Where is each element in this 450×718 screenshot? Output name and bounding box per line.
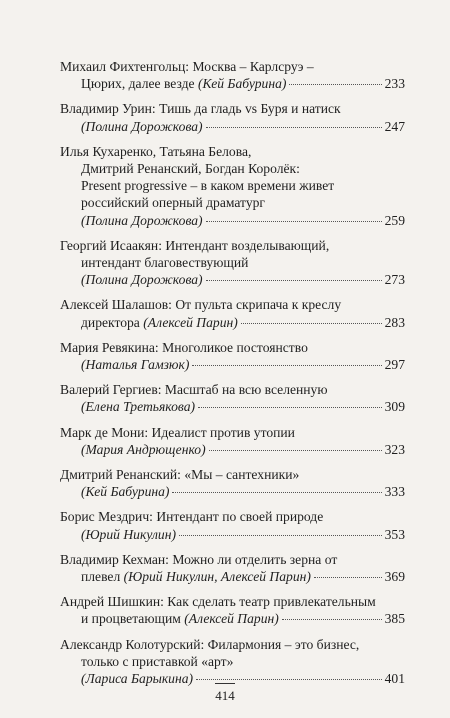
entry-page-number: 247 bbox=[384, 118, 405, 134]
dot-leader bbox=[289, 84, 381, 85]
dot-leader bbox=[192, 365, 381, 366]
entry-final-line-text bbox=[81, 398, 195, 415]
entry-title-line: Илья Кухаренко, Татьяна Белова, bbox=[60, 143, 252, 159]
entry-author: (Мария Андрющенко) bbox=[81, 441, 206, 457]
dot-leader bbox=[206, 127, 382, 128]
entry-title-line: Георгий Исаакян: Интендант возделывающий, bbox=[60, 237, 330, 253]
entry-page-number: 259 bbox=[384, 212, 405, 228]
entry-title-line: российский оперный драматург bbox=[81, 195, 265, 211]
entry-final-line bbox=[60, 526, 405, 543]
entry-final-line-text bbox=[81, 118, 203, 135]
entry-final-line bbox=[60, 356, 405, 373]
dot-leader bbox=[206, 221, 382, 222]
entry-final-line-text bbox=[81, 568, 311, 585]
toc-entry[interactable] bbox=[60, 508, 405, 542]
entry-final-line-text bbox=[81, 441, 206, 458]
toc-entry[interactable] bbox=[60, 551, 405, 585]
dot-leader bbox=[198, 407, 382, 408]
entry-final-line bbox=[60, 568, 405, 585]
entry-title-tail: Цюрих, далее везде bbox=[81, 76, 195, 92]
entry-title-line: Михаил Фихтенгольц: Москва – Карлсруэ – bbox=[60, 59, 314, 74]
entry-page-number: 369 bbox=[384, 569, 405, 585]
entry-final-line bbox=[60, 271, 405, 288]
entry-author: (Полина Дорожкова) bbox=[81, 272, 203, 288]
dot-leader bbox=[196, 679, 382, 680]
entry-final-line-text bbox=[81, 356, 189, 373]
entry-page-number: 309 bbox=[384, 399, 405, 415]
entry-final-line bbox=[60, 483, 405, 500]
entry-page-number: 283 bbox=[384, 314, 405, 330]
footer-rule bbox=[215, 683, 235, 684]
entry-title-tail: плевел bbox=[81, 569, 121, 585]
toc-entry[interactable] bbox=[60, 593, 405, 627]
entry-title-line: Владимир Урин: Тишь да гладь vs Буря и натиск bbox=[60, 101, 341, 117]
entry-final-line-text bbox=[81, 610, 279, 627]
entry-final-line bbox=[60, 314, 405, 331]
entry-title-line: Борис Мездрич: Интендант по своей природе bbox=[60, 509, 324, 525]
entry-page-number: 333 bbox=[384, 484, 405, 500]
dot-leader bbox=[282, 619, 382, 620]
entry-author: (Наталья Гамзюк) bbox=[81, 357, 190, 373]
entry-author: (Юрий Никулин) bbox=[81, 526, 176, 542]
entry-final-line bbox=[60, 212, 405, 229]
entry-author: (Кей Бабурина) bbox=[197, 76, 287, 92]
toc-entry[interactable] bbox=[60, 466, 405, 500]
entry-final-line-text bbox=[81, 483, 169, 500]
entry-title-line: Дмитрий Ренанский, Богдан Королёк: bbox=[81, 161, 300, 177]
entry-author: (Алексей Парин) bbox=[143, 314, 238, 330]
dot-leader bbox=[241, 323, 382, 324]
entry-final-line bbox=[60, 610, 405, 627]
entry-page-number: 297 bbox=[384, 357, 405, 373]
toc-entry[interactable] bbox=[60, 636, 405, 688]
entry-page-number: 385 bbox=[384, 611, 405, 627]
dot-leader bbox=[314, 577, 382, 578]
entry-author: (Юрий Никулин, Алексей Парин) bbox=[123, 569, 311, 585]
dot-leader bbox=[179, 535, 382, 536]
dot-leader bbox=[206, 280, 382, 281]
entry-title-line: Мария Ревякина: Многоликое постоянство bbox=[60, 339, 308, 355]
entry-author: (Елена Третьякова) bbox=[81, 399, 196, 415]
entry-title-line: Дмитрий Ренанский: «Мы – сантехники» bbox=[60, 467, 300, 483]
entry-final-line-text bbox=[81, 212, 203, 229]
table-of-contents bbox=[60, 58, 405, 695]
entry-title-line: Владимир Кехман: Можно ли отделить зерна от bbox=[60, 551, 338, 567]
toc-entry[interactable] bbox=[60, 381, 405, 415]
toc-entry[interactable] bbox=[60, 296, 405, 330]
entry-title-line: Алексей Шалашов: От пульта скрипача к креслу bbox=[60, 297, 342, 313]
entry-page-number: 401 bbox=[384, 671, 405, 687]
toc-entry[interactable] bbox=[60, 237, 405, 289]
entry-title-tail: директора bbox=[81, 314, 140, 330]
entry-author: (Алексей Парин) bbox=[184, 611, 279, 627]
entry-page-number: 353 bbox=[384, 526, 405, 542]
page-footer bbox=[0, 683, 450, 704]
entry-title-line: Марк де Мони: Идеалист против утопии bbox=[60, 424, 295, 440]
entry-page-number: 273 bbox=[384, 272, 405, 288]
entry-final-line bbox=[60, 441, 405, 458]
entry-author: (Лариса Барыкина) bbox=[81, 671, 194, 687]
entry-final-line-text bbox=[81, 75, 286, 92]
toc-entry[interactable] bbox=[60, 424, 405, 458]
entry-author: (Полина Дорожкова) bbox=[81, 212, 203, 228]
entry-author: (Кей Бабурина) bbox=[81, 484, 170, 500]
entry-final-line-text bbox=[81, 314, 238, 331]
dot-leader bbox=[209, 450, 382, 451]
entry-final-line bbox=[60, 118, 405, 135]
entry-page-number: 323 bbox=[384, 441, 405, 457]
entry-final-line bbox=[60, 398, 405, 415]
entry-final-line-text bbox=[81, 526, 176, 543]
entry-title-line: Андрей Шишкин: Как сделать театр привлекательным bbox=[60, 594, 376, 610]
entry-author: (Полина Дорожкова) bbox=[81, 118, 203, 134]
entry-title-line: интендант благовествующий bbox=[81, 255, 249, 271]
entry-final-line bbox=[60, 75, 405, 92]
toc-entry[interactable] bbox=[60, 100, 405, 134]
entry-page-number: 233 bbox=[384, 76, 405, 92]
toc-entry[interactable] bbox=[60, 339, 405, 373]
entry-title-line: Валерий Гергиев: Масштаб на всю вселенную bbox=[60, 382, 328, 398]
entry-title-line: Александр Колотурский: Филармония – это бизнес, bbox=[60, 636, 360, 652]
page-number: 414 bbox=[215, 688, 235, 703]
toc-entry[interactable] bbox=[60, 58, 405, 92]
dot-leader bbox=[172, 492, 381, 493]
toc-entry[interactable] bbox=[60, 143, 405, 229]
entry-title-line: Present progressive – в каком времени живет bbox=[81, 178, 335, 194]
entry-title-line: только с приставкой «арт» bbox=[81, 653, 234, 669]
entry-final-line-text bbox=[81, 271, 203, 288]
entry-title-tail: и процветающим bbox=[81, 611, 181, 627]
